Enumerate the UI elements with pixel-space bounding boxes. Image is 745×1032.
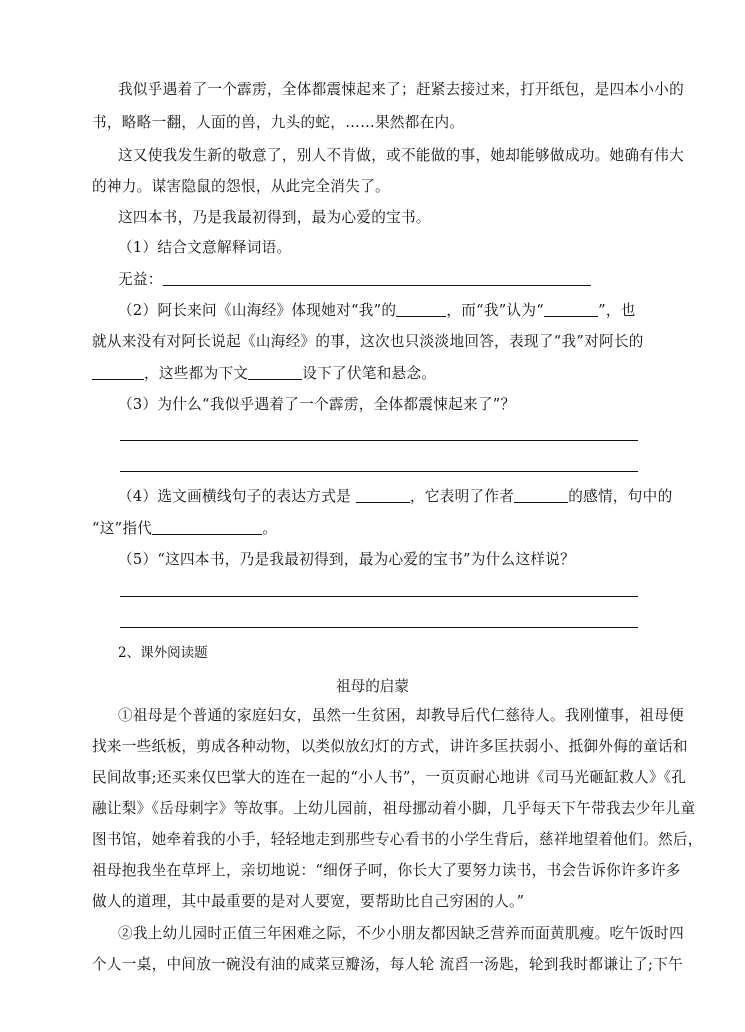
q4-text-c: 的感情，句中的 (568, 488, 673, 505)
article-line: 融让梨》《岳母刺字》等故事。上幼儿园前，祖母挪动着小脚，几乎每天下午带我去少年儿童 (92, 800, 696, 817)
question-2-line3 (92, 364, 652, 384)
section-heading: 2、课外阅读题 (118, 645, 208, 661)
q2-text-b: ，而“我”认为“ (446, 302, 545, 319)
article-title: 祖母的启蒙 (336, 678, 409, 695)
article-line: 图书馆，她牵着我的小手，轻轻地走到那些专心看书的小学生背后，慈祥地望着他们。然后， (92, 831, 703, 848)
passage-line: 我似乎遇着了一个霹雳，全体都震悚起来了；赶紧去接过来，打开纸包，是四本小小的 (118, 81, 684, 98)
question-5: （5）“这四本书，乃是我最初得到，最为心爱的宝书”为什么这样说？ (118, 551, 576, 568)
q4-text-e: 。 (262, 520, 278, 537)
q2-text-c: ”，也 (598, 302, 636, 319)
answer-line[interactable] (120, 596, 638, 597)
question-1: （1）结合文意解释词语。 (118, 239, 292, 256)
answer-blank[interactable] (92, 365, 144, 380)
article-line: 祖母抱我坐在草坪上，亲切地说：“细伢子呵，你长大了要努力读书，书会告诉你许多许多 (92, 862, 681, 879)
q4-text-b: ，它表明了作者 (409, 488, 515, 505)
question-1-term (118, 270, 678, 290)
article-line: 个人一桌，中间放一碗没有油的咸菜豆瓣汤，每人轮 流舀一汤匙，轮到我时都谦让了;下午 (92, 956, 684, 973)
article-line: 民间故事;还买来仅巴掌大的连在一起的“小人书”，一页页耐心地讲《司马光砸缸救人》《孔 (92, 769, 687, 786)
article-line: 找来一些纸板，剪成各种动物，以类似放幻灯的方式，讲许多匡扶弱小、抵御外侮的童话和 (92, 738, 688, 755)
question-2 (118, 301, 678, 321)
question-3: （3）为什么“我似乎遇着了一个霹雳，全体都震悚起来了”？ (118, 396, 516, 413)
q2-text-e: 设下了伏笔和悬念。 (302, 365, 437, 382)
answer-blank[interactable] (514, 488, 568, 503)
answer-blank[interactable] (152, 520, 262, 535)
answer-line[interactable] (120, 627, 638, 628)
passage-line: 的神力。谋害隐鼠的怨恨，从此完全消失了。 (92, 178, 390, 195)
question-4 (118, 487, 678, 507)
question-2-line2: 就从来没有对阿长说起《山海经》的事，这次也只淡淡地回答，表现了“我”对阿长的 (92, 333, 644, 350)
article-line: ①祖母是个普通的家庭妇女，虽然一生贫困，却教导后代仁慈待人。我刚懂事，祖母便 (118, 707, 684, 724)
answer-blank[interactable] (544, 302, 598, 317)
answer-line[interactable] (120, 440, 638, 441)
passage-line: 这又使我发生新的敬意了，别人不肯做，或不能做的事，她却能够做成功。她确有伟大 (118, 147, 684, 164)
answer-blank[interactable] (163, 271, 591, 286)
q4-text-d: “这”指代 (92, 520, 153, 537)
q2-text-a: （2）阿长来问《山海经》体现她对“我”的 (118, 302, 397, 319)
q2-text-d: ，这些都为下文 (144, 365, 249, 382)
answer-blank[interactable] (248, 365, 302, 380)
passage-line: 书，略略一翻，人面的兽，九头的蛇，……果然都在内。 (92, 114, 465, 131)
q4-text-a: （4）选文画横线句子的表达方式是 (118, 488, 356, 505)
passage-line: 这四本书，乃是我最初得到，最为心爱的宝书。 (118, 209, 431, 226)
article-line: ②我上幼儿园时正值三年困难之际，不少小朋友都因缺乏营养而面黄肌瘦。吃午饭时四 (118, 925, 684, 942)
term-label: 无益： (118, 271, 163, 288)
answer-blank[interactable] (356, 488, 410, 503)
article-line: 做人的道理，其中最重要的是对人要宽，要帮助比自己穷困的人。” (92, 893, 525, 910)
answer-line[interactable] (120, 471, 638, 472)
answer-blank[interactable] (396, 302, 446, 317)
question-4-line2 (92, 519, 652, 539)
